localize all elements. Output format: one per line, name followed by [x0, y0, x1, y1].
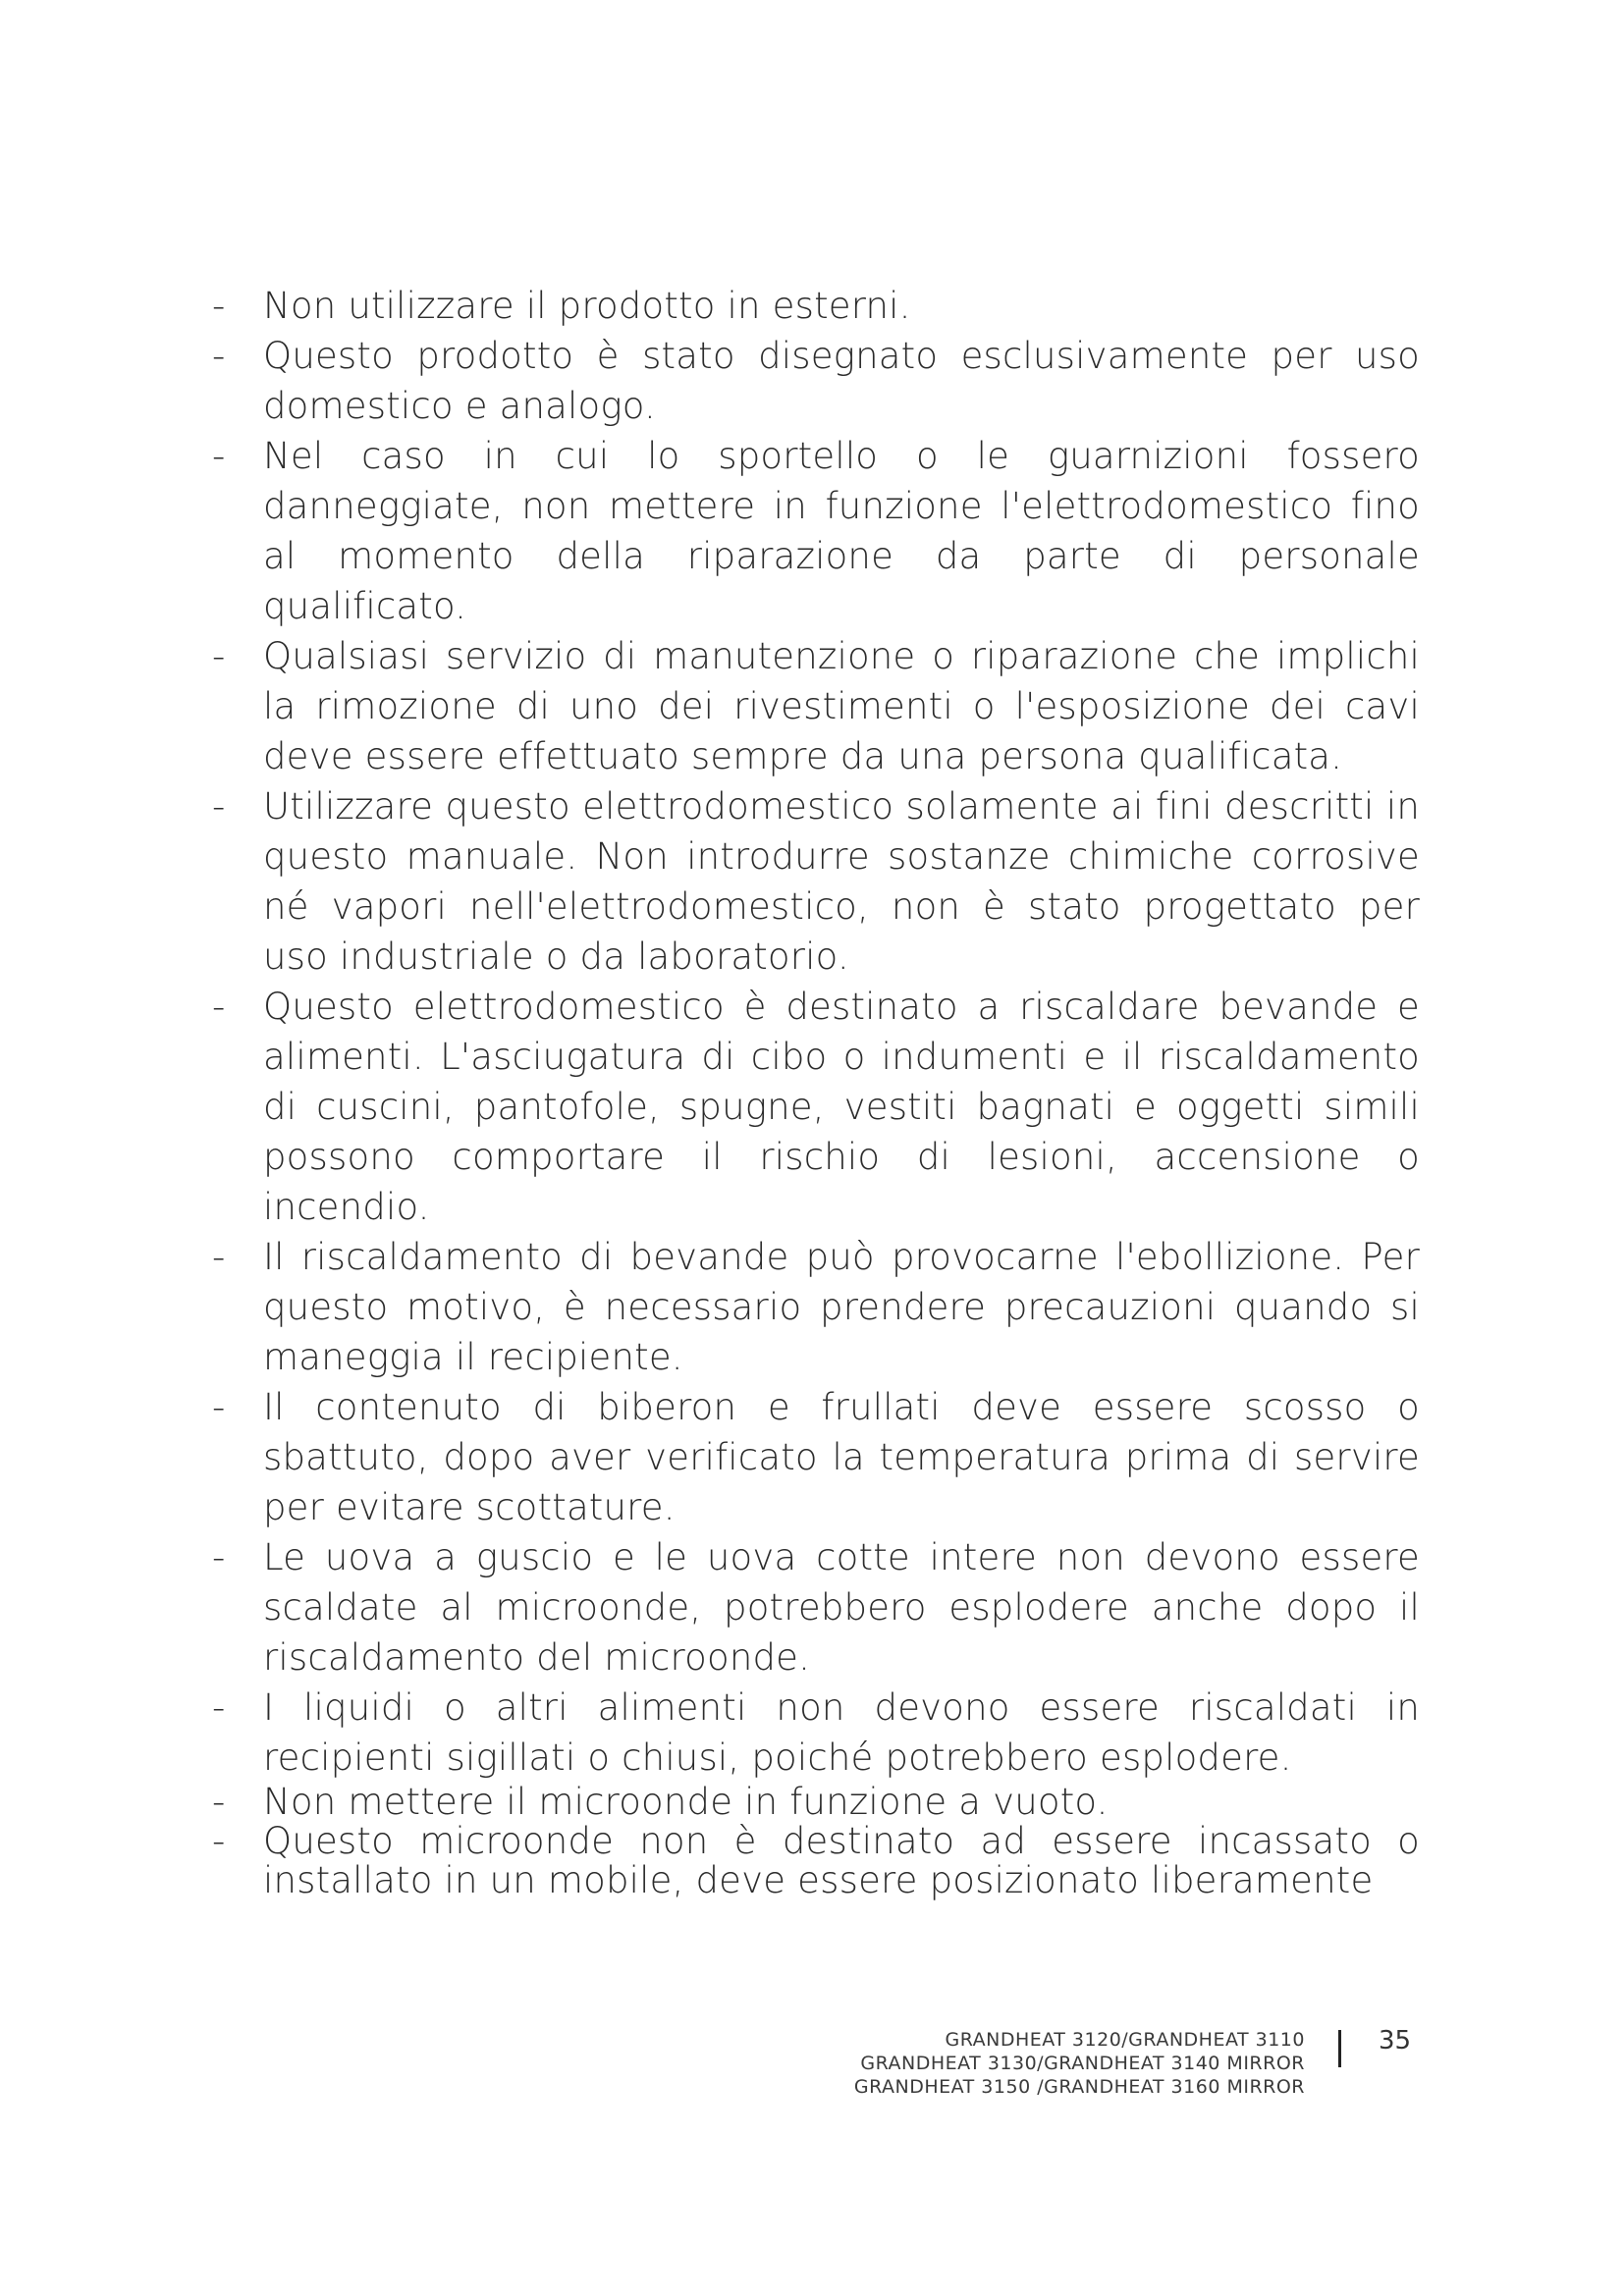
safety-instructions-list — [212, 281, 1420, 1900]
list-item-text: - I liquidi o altri alimenti non devono essere riscaldati in recipienti sigillati o chiusi, poiché potrebbero esplodere. — [263, 1686, 1420, 1779]
list-item-text: - Non mettere il microonde in funzione a vuoto. — [263, 1781, 1109, 1823]
list-item — [212, 631, 1420, 781]
list-item — [212, 781, 1420, 982]
list-item — [212, 1822, 1420, 1900]
footer-model-line: GRANDHEAT 3150 /GRANDHEAT 3160 MIRROR — [853, 2076, 1305, 2098]
list-item — [212, 982, 1420, 1232]
list-item — [212, 1232, 1420, 1382]
list-item-text: - Utilizzare questo elettrodomestico solamente ai fini descritti in questo manuale. Non introdurre sostanze chimiche corrosive né vapori nell'elettrodomestico, non è stato progettato per uso industriale o da laboratorio. — [263, 785, 1420, 978]
list-item-text: - Le uova a guscio e le uova cotte intere non devono essere scaldate al microonde, potrebbero esplodere anche dopo il riscaldamento del microonde. — [263, 1536, 1420, 1679]
list-item — [212, 1532, 1420, 1682]
list-item-text: - Non utilizzare il prodotto in esterni. — [263, 285, 911, 327]
list-item-text: - Qualsiasi servizio di manutenzione o riparazione che implichi la rimozione di uno dei rivestimenti o l'esposizione dei cavi deve essere effettuato sempre da una persona qualificata. — [263, 635, 1420, 777]
footer-model-names — [854, 2028, 1305, 2099]
footer-model-line: GRANDHEAT 3130/GRANDHEAT 3140 MIRROR — [860, 2053, 1305, 2074]
list-item-text: - Questo microonde non è destinato ad essere incassato o installato in un mobile, deve essere posizionato liberamente — [263, 1820, 1420, 1901]
list-item — [212, 281, 1420, 331]
list-item — [212, 1382, 1420, 1532]
list-item-text: - Questo elettrodomestico è destinato a riscaldare bevande e alimenti. L'asciugatura di cibo o indumenti e il riscaldamento di cuscini, pantofole, spugne, vestiti bagnati e oggetti simili possono comportare il rischio di lesioni, accensione o incendio. — [263, 986, 1420, 1228]
list-item-text: - Questo prodotto è stato disegnato esclusivamente per uso domestico e analogo. — [263, 335, 1420, 427]
page-number: 35 — [1379, 2026, 1412, 2056]
list-item — [212, 331, 1420, 431]
list-item-text: - Nel caso in cui lo sportello o le guarnizioni fossero danneggiate, non mettere in funzione l'elettrodomestico fino al momento della riparazione da parte di personale qualificato. — [263, 435, 1420, 627]
list-item — [212, 431, 1420, 631]
footer-model-line: GRANDHEAT 3120/GRANDHEAT 3110 — [945, 2029, 1305, 2051]
list-item — [212, 1682, 1420, 1783]
footer-divider — [1338, 2030, 1341, 2067]
list-item-text: - Il contenuto di biberon e frullati deve essere scosso o sbattuto, dopo aver verificato la temperatura prima di servire per evitare scottature. — [263, 1386, 1420, 1528]
list-item — [212, 1783, 1420, 1822]
list-item-text: - Il riscaldamento di bevande può provocarne l'ebollizione. Per questo motivo, è necessario prendere precauzioni quando si maneggia il recipiente. — [263, 1236, 1420, 1378]
